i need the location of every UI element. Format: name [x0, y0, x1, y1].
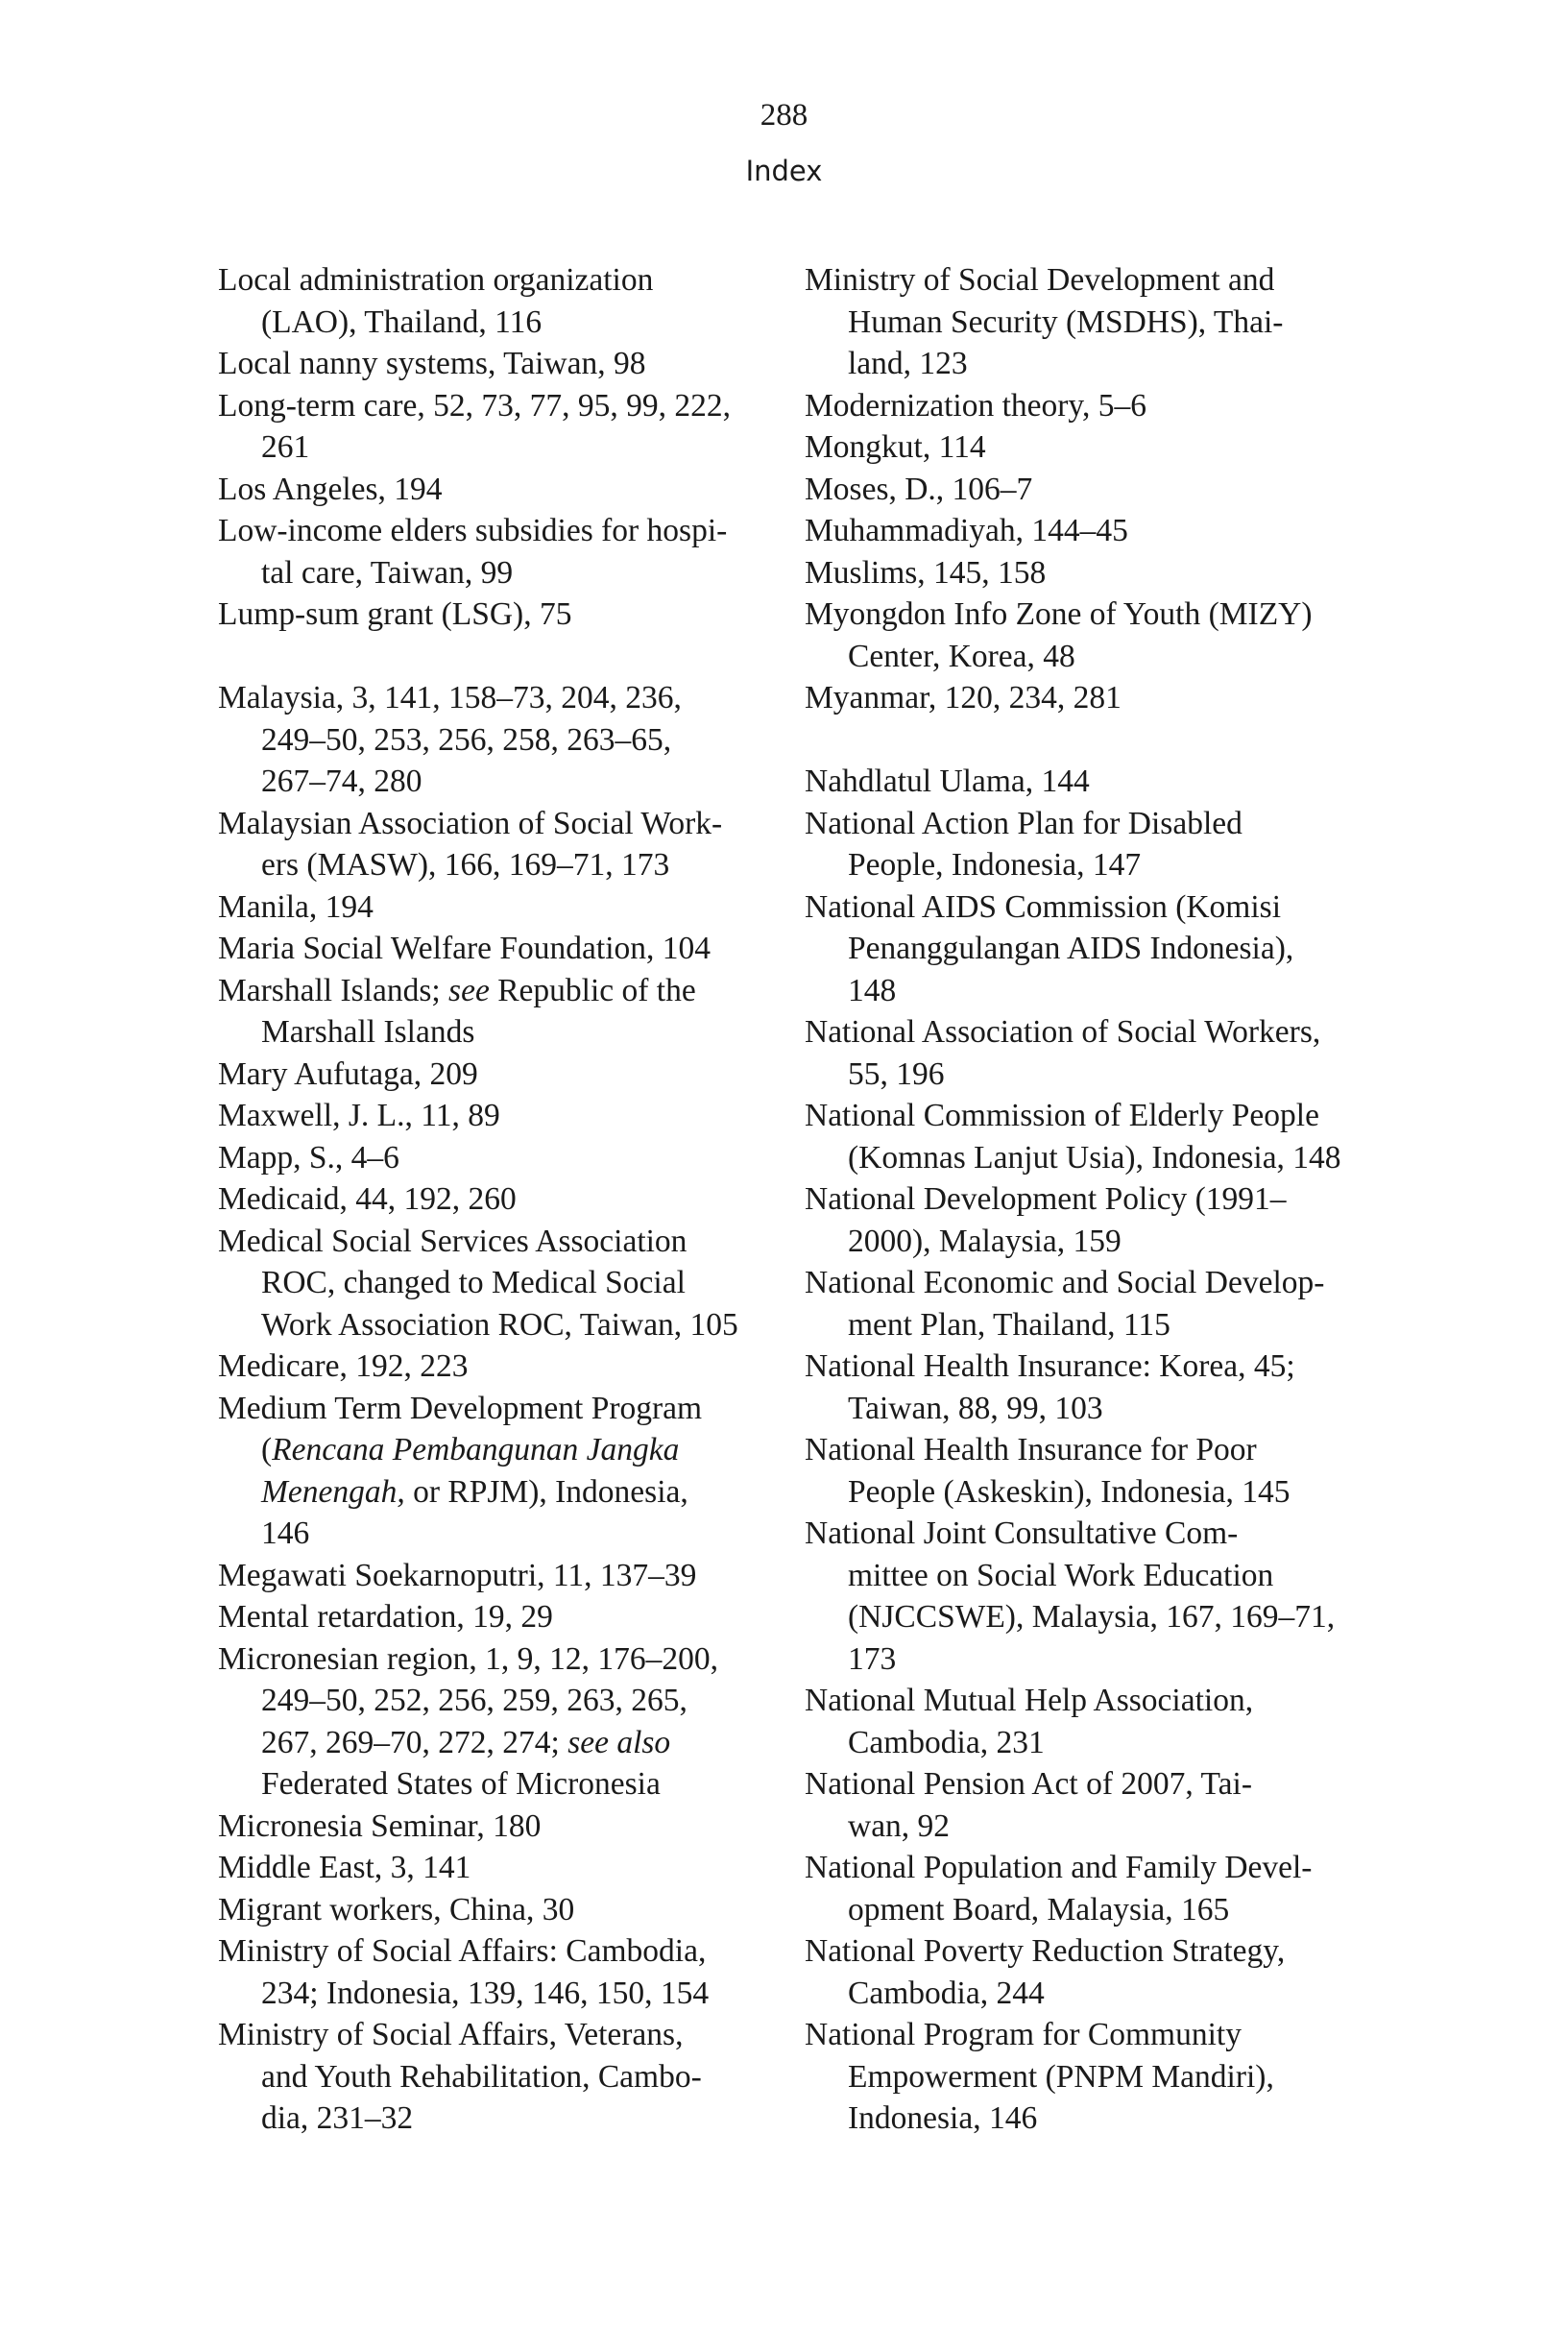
index-entry — [805, 761, 1381, 803]
index-entry-line: National Development Policy (1991– — [805, 1181, 1287, 1217]
index-entry-line: Muhammadiyah, 144–45 — [805, 513, 1128, 548]
index-entry-segment: Marshall Islands — [261, 1014, 475, 1050]
index-entry — [218, 343, 794, 385]
index-entry-line: (Komnas Lanjut Usia), Indonesia, 148 — [848, 1139, 1341, 1176]
index-entry-segment: Micronesian region, 1, 9, 12, 176–200, — [218, 1640, 719, 1677]
index-entry-line: National Commission of Elderly People — [805, 1098, 1319, 1133]
index-entry-line: National Health Insurance for Poor — [805, 1432, 1257, 1467]
index-entry-line: Middle East, 3, 141 — [218, 1850, 471, 1885]
index-entry-line: National Joint Consultative Com- — [805, 1515, 1239, 1551]
index-entry — [805, 1262, 1381, 1346]
index-entry-line: Medicare, 192, 223 — [218, 1348, 469, 1384]
index-entry — [805, 1178, 1381, 1262]
index-entry — [218, 594, 794, 636]
index-entry-line: Local nanny systems, Taiwan, 98 — [218, 346, 646, 381]
index-entry-line: 249–50, 253, 256, 258, 263–65, — [261, 721, 672, 758]
index-entry-line: 173 — [848, 1640, 897, 1677]
index-entry — [805, 1680, 1381, 1763]
index-entry-line: 261 — [261, 429, 310, 465]
index-entry — [218, 1178, 794, 1221]
index-entry-line: Mental retardation, 19, 29 — [218, 1599, 553, 1635]
index-entry-line: Mapp, S., 4–6 — [218, 1139, 399, 1176]
index-entry — [805, 2014, 1381, 2140]
index-entry — [805, 1095, 1381, 1178]
index-entry-line: National Pension Act of 2007, Tai- — [805, 1766, 1252, 1802]
index-entry — [805, 594, 1381, 677]
index-entry-segment: 267, 269–70, 272, 274; — [261, 1724, 568, 1760]
index-entry-line: National Mutual Help Association, — [805, 1683, 1254, 1718]
index-entry-segment: Menengah, — [261, 1473, 405, 1510]
index-entry-line: National Program for Community — [805, 2017, 1242, 2052]
index-entry-line: People (Askeskin), Indonesia, 145 — [848, 1473, 1291, 1510]
index-entry — [218, 1054, 794, 1096]
index-entry-line: and Youth Rehabilitation, Cambo- — [261, 2058, 702, 2095]
index-entry-line: 148 — [848, 972, 897, 1008]
index-entry-line: Migrant workers, China, 30 — [218, 1891, 575, 1928]
index-entry-line: Indonesia, 146 — [848, 2100, 1038, 2136]
index-entry-line: Lump-sum grant (LSG), 75 — [218, 596, 572, 632]
index-entry-line: Medical Social Services Association — [218, 1223, 688, 1259]
index-entry-line: Maxwell, J. L., 11, 89 — [218, 1098, 500, 1133]
index-entry-line: land, 123 — [848, 346, 968, 381]
index-entry — [805, 677, 1381, 719]
index-entry — [805, 426, 1381, 469]
index-entry-line: National Action Plan for Disabled — [805, 805, 1242, 841]
index-entry — [805, 1011, 1381, 1095]
index-entry-line: Ministry of Social Affairs, Veterans, — [218, 2017, 684, 2052]
index-entry-segment: Medium Term Development Program — [218, 1390, 703, 1426]
index-entry — [805, 510, 1381, 552]
index-entry-line: Penanggulangan AIDS Indonesia), — [848, 931, 1294, 966]
index-entry-line: Modernization theory, 5–6 — [805, 387, 1147, 424]
index-entry-line: wan, 92 — [848, 1807, 951, 1844]
index-entry-line: Micronesia Seminar, 180 — [218, 1807, 542, 1844]
index-entry-line: Los Angeles, 194 — [218, 471, 443, 507]
page-number: 288 — [760, 98, 808, 133]
index-entry — [805, 1763, 1381, 1847]
index-entry-segment: or RPJM), Indonesia, — [404, 1473, 688, 1510]
index-entry — [805, 385, 1381, 427]
letter-group-gap — [218, 636, 794, 678]
index-entry — [805, 1513, 1381, 1680]
index-entry — [218, 1930, 794, 2014]
index-entry-segment: Rencana Pembangunan Jangka — [272, 1432, 680, 1467]
index-entry-line: National Population and Family Devel- — [805, 1850, 1313, 1885]
index-entry-line: Local administration organization — [218, 262, 654, 298]
index-entry — [218, 1221, 794, 1346]
index-entry-line: Megawati Soekarnoputri, 11, 137–39 — [218, 1557, 697, 1593]
index-column-right — [805, 259, 1381, 2140]
index-entry-segment: Republic of the — [489, 972, 696, 1008]
index-entry-line: National Association of Social Workers, — [805, 1014, 1321, 1050]
index-entry — [218, 259, 794, 343]
index-entry-line: ment Plan, Thailand, 115 — [848, 1306, 1170, 1343]
index-entry — [805, 886, 1381, 1012]
index-entry-line: Low-income elders subsidies for hospi- — [218, 513, 728, 548]
index-entry-line: Maria Social Welfare Foundation, 104 — [218, 931, 712, 966]
index-entry — [805, 1930, 1381, 2014]
index-entry — [218, 1095, 794, 1137]
index-entry — [218, 677, 794, 803]
index-entry-line: mittee on Social Work Education — [848, 1557, 1274, 1593]
index-entry-line: ROC, changed to Medical Social — [261, 1265, 686, 1300]
index-entry — [218, 970, 794, 1054]
index-entry — [218, 803, 794, 886]
index-entry-line: dia, 231–32 — [261, 2100, 414, 2136]
index-entry-line: National AIDS Commission (Komisi — [805, 888, 1282, 925]
index-entry-line: Ministry of Social Affairs: Cambodia, — [218, 1933, 707, 1969]
index-entry-line: Long-term care, 52, 73, 77, 95, 99, 222, — [218, 387, 732, 424]
index-entry-segment: Marshall Islands; — [218, 972, 449, 1008]
index-entry-line: Center, Korea, 48 — [848, 638, 1075, 674]
index-entry — [218, 385, 794, 469]
index-entry-segment: Federated States of Micronesia — [261, 1766, 661, 1802]
index-entry — [218, 928, 794, 970]
index-entry-line: Malaysia, 3, 141, 158–73, 204, 236, — [218, 680, 682, 715]
index-entry-line: 234; Indonesia, 139, 146, 150, 154 — [261, 1975, 710, 2011]
index-entry-line: opment Board, Malaysia, 165 — [848, 1891, 1230, 1928]
index-entry-line: Mongkut, 114 — [805, 429, 986, 465]
index-column-left — [218, 259, 794, 2140]
index-entry — [218, 1889, 794, 1931]
index-entry-line: Muslims, 145, 158 — [805, 554, 1047, 591]
index-entry — [218, 1638, 794, 1806]
index-entry — [218, 1596, 794, 1638]
index-entry-line: 267–74, 280 — [261, 764, 422, 799]
index-entry-line: National Economic and Social Develop- — [805, 1265, 1325, 1300]
index-entry-line: 2000), Malaysia, 159 — [848, 1223, 1122, 1259]
index-entry-line: National Poverty Reduction Strategy, — [805, 1933, 1286, 1969]
running-head: Index — [745, 155, 823, 187]
index-entry — [218, 1137, 794, 1179]
index-entry-segment: 249–50, 252, 256, 259, 263, 265, — [261, 1683, 688, 1718]
index-entry-line: Malaysian Association of Social Work- — [218, 805, 723, 841]
index-entry-line: People, Indonesia, 147 — [848, 847, 1142, 883]
index-entry-line: ers (MASW), 166, 169–71, 173 — [261, 847, 670, 883]
index-entry — [805, 469, 1381, 511]
index-entry — [805, 552, 1381, 594]
index-entry — [805, 259, 1381, 385]
index-entry-line: tal care, Taiwan, 99 — [261, 554, 514, 591]
index-entry-line: Mary Aufutaga, 209 — [218, 1055, 478, 1092]
index-entry — [218, 1847, 794, 1889]
index-entry-segment: ( — [261, 1432, 273, 1467]
index-entry — [218, 1346, 794, 1388]
index-entry-line: (LAO), Thailand, 116 — [261, 303, 543, 340]
index-entry-line: Myongdon Info Zone of Youth (MIZY) — [805, 596, 1313, 632]
index-entry — [218, 886, 794, 929]
index-entry — [218, 1806, 794, 1848]
index-entry-line: Nahdlatul Ulama, 144 — [805, 764, 1090, 799]
index-entry-line: Cambodia, 244 — [848, 1975, 1045, 2011]
letter-group-gap — [805, 719, 1381, 762]
index-entry-line: Ministry of Social Development and — [805, 262, 1275, 298]
index-entry — [805, 803, 1381, 886]
index-entry-segment: see — [448, 972, 490, 1008]
index-entry-line: Work Association ROC, Taiwan, 105 — [261, 1306, 738, 1343]
index-entry-line: Manila, 194 — [218, 888, 374, 925]
index-entry — [218, 469, 794, 511]
index-entry-segment: 146 — [261, 1515, 310, 1551]
index-entry-line: 55, 196 — [848, 1055, 945, 1092]
index-entry — [218, 510, 794, 594]
index-entry-line: Human Security (MSDHS), Thai- — [848, 303, 1284, 340]
index-entry — [218, 1555, 794, 1597]
index-entry-line: Myanmar, 120, 234, 281 — [805, 680, 1122, 715]
index-entry-line: National Health Insurance: Korea, 45; — [805, 1348, 1295, 1384]
index-entry-line: (NJCCSWE), Malaysia, 167, 169–71, — [848, 1599, 1336, 1635]
index-entry — [805, 1429, 1381, 1513]
index-entry-line: Cambodia, 231 — [848, 1724, 1045, 1760]
index-entry — [218, 2014, 794, 2140]
index-entry — [805, 1847, 1381, 1930]
index-entry — [218, 1388, 794, 1555]
index-entry-line: Medicaid, 44, 192, 260 — [218, 1181, 517, 1217]
index-entry-segment: see also — [567, 1724, 671, 1760]
index-entry-line: Empowerment (PNPM Mandiri), — [848, 2058, 1274, 2095]
index-entry — [805, 1346, 1381, 1429]
index-entry-line: Taiwan, 88, 99, 103 — [848, 1390, 1103, 1426]
index-entry-line: Moses, D., 106–7 — [805, 471, 1033, 507]
